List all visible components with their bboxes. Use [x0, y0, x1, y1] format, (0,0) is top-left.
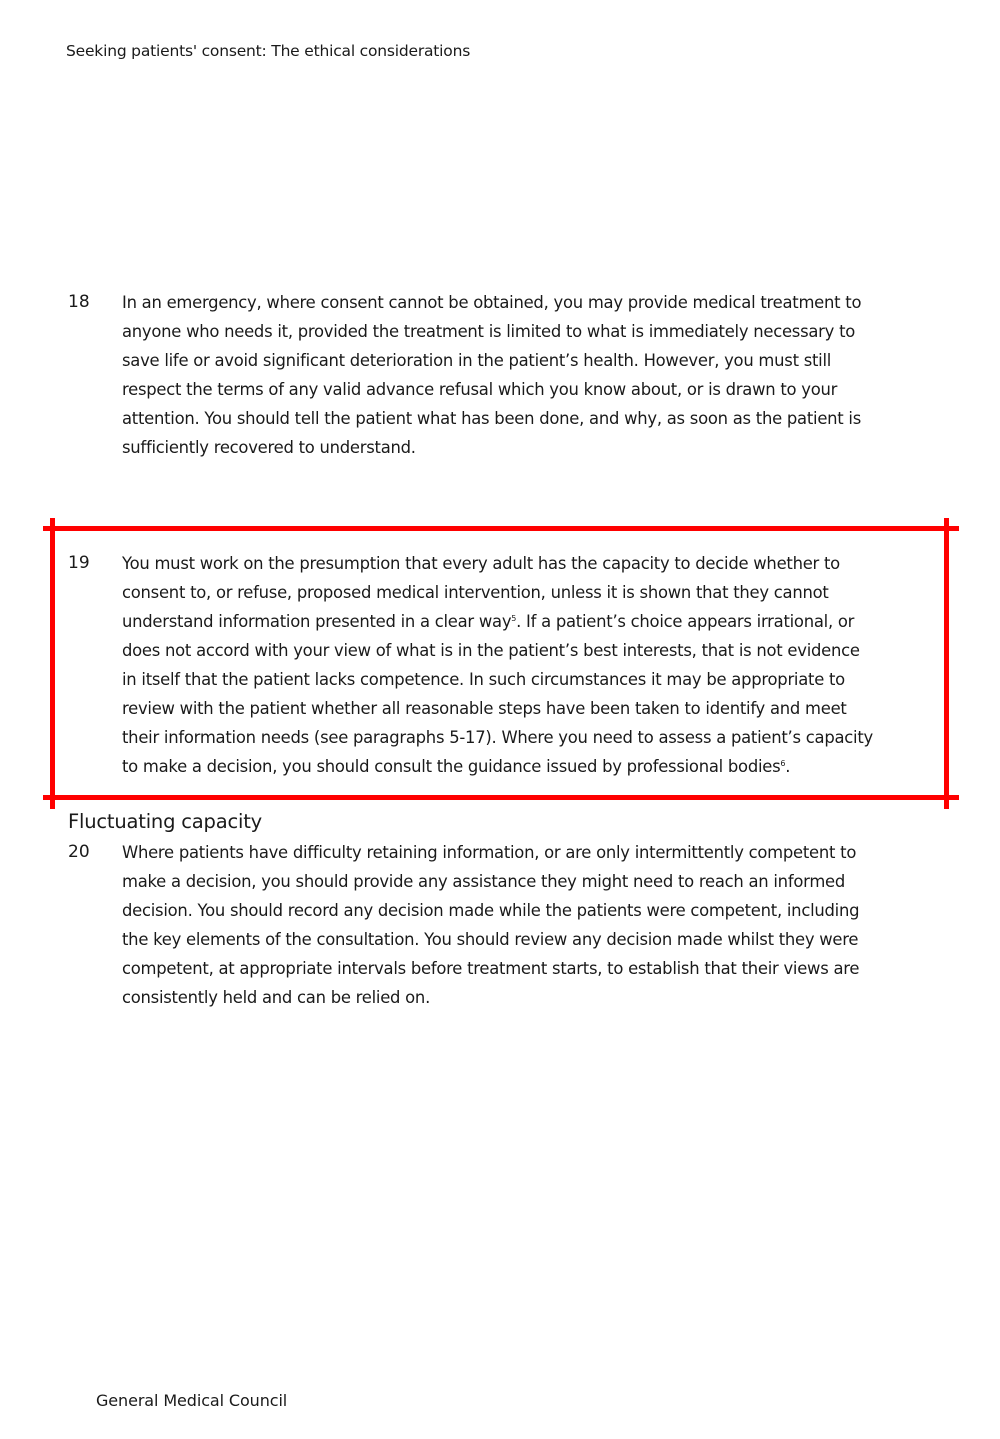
- text-line: decision. You should record any decision made while the patients were competent, including: [122, 901, 860, 920]
- text-line: consent to, or refuse, proposed medical intervention, unless it is shown that they cannot: [122, 583, 829, 602]
- text-segment: to make a decision, you should consult the guidance issued by professional bodies: [122, 757, 781, 776]
- paragraph-number: 18: [68, 292, 90, 312]
- paragraph-19: [68, 549, 938, 781]
- paragraph-number: 20: [68, 842, 90, 862]
- text-line: In an emergency, where consent cannot be obtained, you may provide medical treatment to: [122, 293, 862, 312]
- text-line: save life or avoid significant deterioration in the patient’s health. However, you must still: [122, 351, 832, 370]
- highlight-box-top-edge: [43, 526, 959, 531]
- text-line: anyone who needs it, provided the treatment is limited to what is immediately necessary to: [122, 322, 856, 341]
- text-line: does not accord with your view of what is in the patient’s best interests, that is not evidence: [122, 641, 860, 660]
- text-line: [122, 752, 938, 781]
- paragraph-text: [122, 549, 938, 781]
- text-line: their information needs (see paragraphs 5-17). Where you need to assess a patient’s capacity: [122, 728, 873, 747]
- text-line: the key elements of the consultation. You should review any decision made whilst they were: [122, 930, 859, 949]
- running-header: Seeking patients' consent: The ethical considerations: [66, 42, 471, 60]
- text-line: sufficiently recovered to understand.: [122, 438, 416, 457]
- text-line: You must work on the presumption that every adult has the capacity to decide whether to: [122, 554, 840, 573]
- text-line: review with the patient whether all reasonable steps have been taken to identify and meet: [122, 699, 847, 718]
- highlight-box-left-edge: [50, 518, 55, 809]
- paragraph-20: [68, 838, 938, 1012]
- text-line: make a decision, you should provide any assistance they might need to reach an informed: [122, 872, 846, 891]
- text-line: in itself that the patient lacks competence. In such circumstances it may be appropriate to: [122, 670, 845, 689]
- text-line: [122, 607, 938, 636]
- text-segment: .: [785, 757, 791, 776]
- paragraph-text: [122, 838, 938, 1012]
- text-line: competent, at appropriate intervals before treatment starts, to establish that their views are: [122, 959, 860, 978]
- paragraph-number: 19: [68, 553, 90, 573]
- text-line: respect the terms of any valid advance refusal which you know about, or is drawn to your: [122, 380, 838, 399]
- footnote-marker-5[interactable]: 5: [511, 614, 517, 623]
- text-segment: understand information presented in a clear way: [122, 612, 512, 631]
- paragraph-18: [68, 288, 938, 462]
- footer-publisher: General Medical Council: [96, 1391, 288, 1410]
- highlight-box-right-edge: [944, 518, 949, 809]
- paragraph-text: [122, 288, 938, 462]
- section-subheading: Fluctuating capacity: [68, 810, 262, 833]
- text-line: attention. You should tell the patient what has been done, and why, as soon as the patient is: [122, 409, 862, 428]
- text-line: Where patients have difficulty retaining information, or are only intermittently competent to: [122, 843, 857, 862]
- highlight-box-bottom-edge: [43, 795, 959, 800]
- footnote-marker-6[interactable]: 6: [780, 759, 786, 768]
- text-segment: . If a patient’s choice appears irrational, or: [516, 612, 855, 631]
- text-line: consistently held and can be relied on.: [122, 988, 431, 1007]
